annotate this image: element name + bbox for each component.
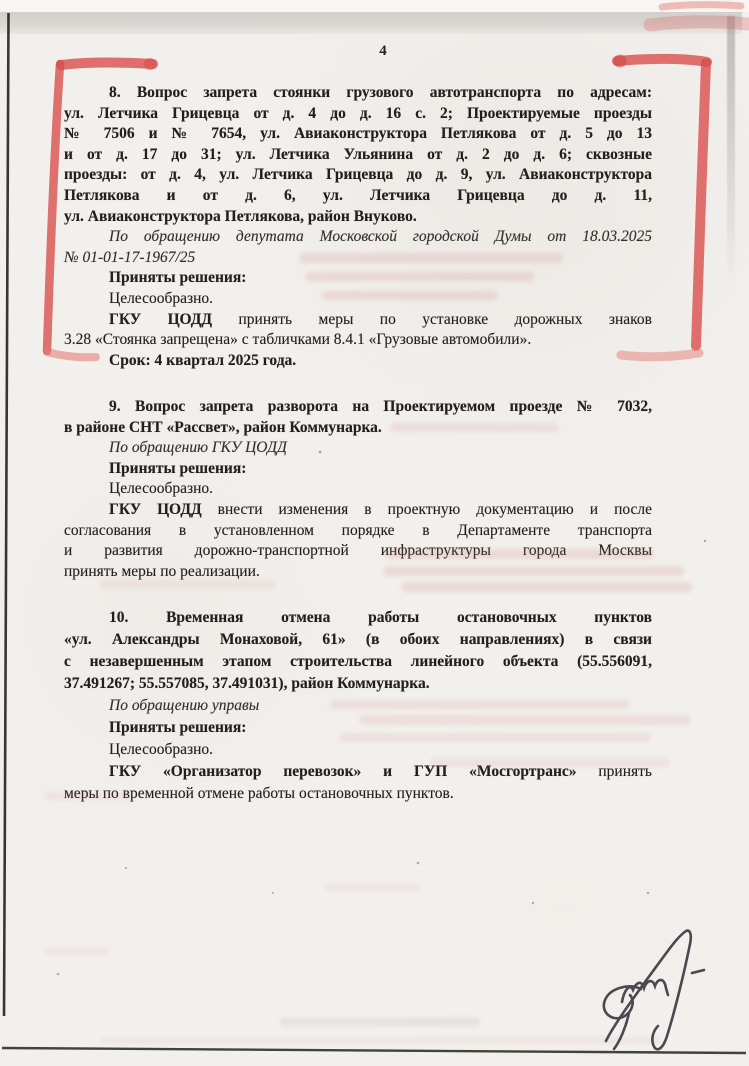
bleed-through-text	[390, 423, 558, 432]
text-line: и развития дорожно-транспортной инфраструктуры города Москвы	[64, 542, 652, 560]
text-line: согласования в установленном порядке в Департаменте транспорта	[64, 521, 652, 539]
text-line: в районе СНТ «Рассвет», район Коммунарка.	[64, 418, 382, 436]
text-line: Целесообразно.	[109, 289, 214, 307]
text-line: Целесообразно.	[109, 741, 214, 758]
bleed-through-text	[360, 715, 690, 725]
bleed-through-text	[325, 883, 420, 891]
bleed-through-text	[430, 758, 670, 767]
text-line: Приняты решения:	[109, 719, 247, 736]
bleed-through-text	[45, 947, 110, 956]
text-line: 37.491267; 55.557085, 37.491031), район Коммунарка.	[64, 675, 430, 692]
scan-bottom-line	[2, 1048, 746, 1053]
bleed-through-text	[384, 566, 684, 576]
bleed-through-text	[100, 1038, 660, 1043]
text-line: принять меры по реализации.	[64, 562, 260, 580]
text-line: проезды: от д. 4, ул. Летчика Грицевца до д. 9, ул. Авиаконструктора	[64, 166, 652, 184]
text-line: с незавершенным этапом строительства линейного объекта (55.556091,	[64, 653, 652, 670]
text-line: ул. Авиаконструктора Петлякова, район Внуково.	[64, 207, 417, 225]
bleed-through-text	[330, 700, 630, 709]
text-line: ул. Летчика Грицевца от д. 4 до д. 16 с. 2; Проектируемые проезды	[64, 104, 652, 122]
page-number: 4	[379, 43, 388, 59]
text-line: Срок: 4 квартал 2025 года.	[109, 351, 297, 369]
bleed-through-text	[322, 291, 497, 300]
text-line: По обращению управы	[109, 697, 260, 714]
text-line: 8. Вопрос запрета стоянки грузового автотранспорта по адресам:	[109, 84, 652, 101]
bleed-through-text	[280, 1018, 480, 1026]
scan-top-margin	[0, 0, 749, 12]
bleed-through-text	[45, 792, 130, 800]
scan-edge-shadow	[0, 12, 742, 34]
text-line: ГКУ ЦОДД внести изменения в проектную документацию и после	[109, 500, 652, 518]
text-line: и от д. 17 до 31; ул. Летчика Ульянина от д. 2 до д. 6; сквозные	[64, 145, 652, 163]
bleed-through-text	[306, 272, 534, 281]
bleed-through-text	[402, 582, 692, 592]
bleed-through-text	[340, 733, 650, 742]
text-line: Целесообразно.	[109, 480, 214, 498]
scan-left-edge-line	[4, 13, 9, 1016]
text-line: № 7506 и № 7654, ул. Авиаконструктора Петлякова от д. 5 до 13	[64, 125, 652, 143]
text-line: ГКУ «Организатор перевозок» и ГУП «Мосгортранс» принять	[109, 763, 652, 780]
text-line: № 01-01-17-1967/25	[64, 248, 196, 266]
text-line: По обращению ГКУ ЦОДД	[109, 439, 287, 457]
text-line: ГКУ ЦОДД принять меры по установке дорожных знаков	[109, 310, 652, 328]
text-line: По обращению депутата Московской городской Думы от 18.03.2025	[109, 228, 652, 246]
section-item-8	[64, 83, 652, 371]
text-line: 9. Вопрос запрета разворота на Проектируемом проезде № 7032,	[109, 398, 652, 415]
bleed-through-text	[300, 253, 562, 263]
bleed-through-text	[386, 549, 654, 559]
text-line: 10. Временная отмена работы остановочных пунктов	[109, 609, 652, 626]
text-line: 3.28 «Стоянка запрещена» с табличками 8.4.1 «Грузовые автомобили».	[64, 331, 532, 349]
bleed-through-text	[100, 580, 275, 589]
text-line: «ул. Александры Монаховой, 61» (в обоих направлениях) в связи	[64, 631, 652, 648]
signature	[604, 931, 704, 1050]
text-line: Приняты решения:	[109, 269, 247, 287]
text-line: меры по временной отмене работы остановочных пунктов.	[64, 785, 454, 802]
text-line: Приняты решения:	[109, 459, 247, 477]
text-line: Петлякова и от д. 6, ул. Летчика Грицевца до д. 11,	[64, 186, 652, 204]
